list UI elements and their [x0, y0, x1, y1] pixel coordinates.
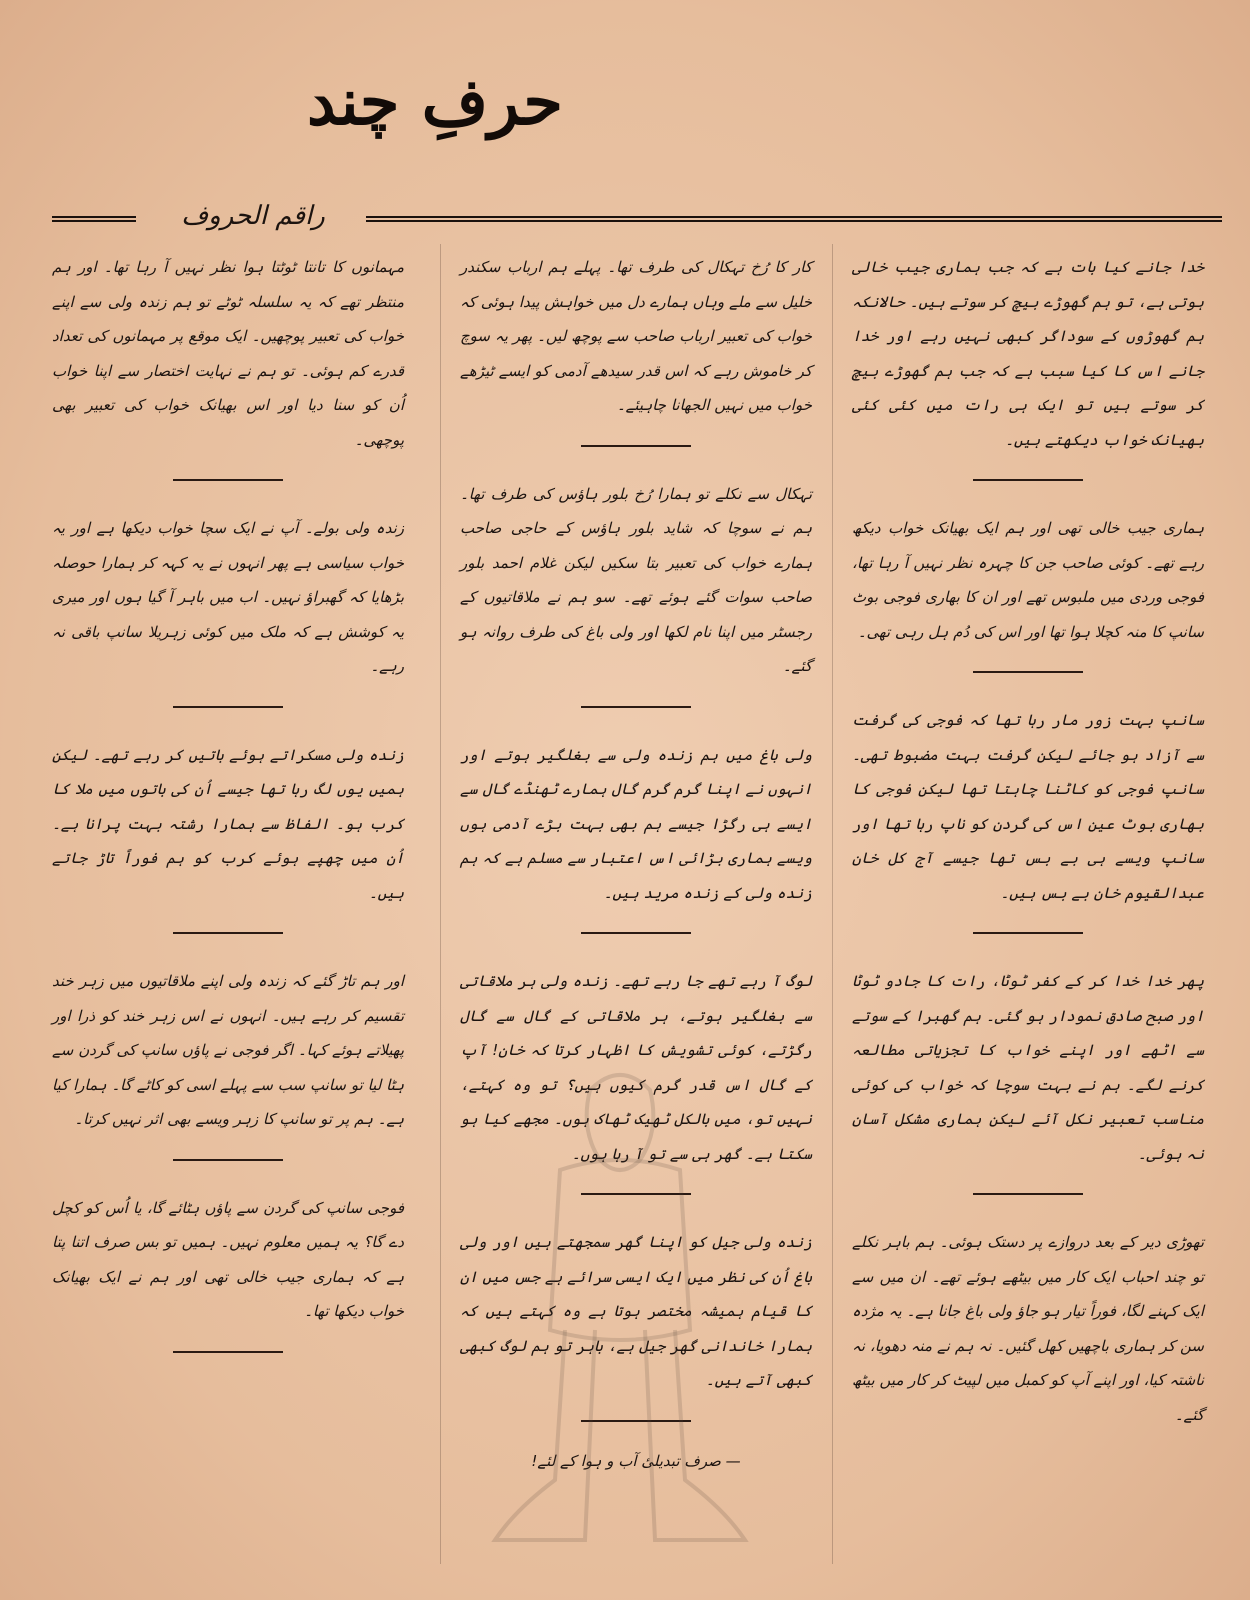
byline-rule-left: [52, 216, 136, 222]
column-divider-left: [440, 244, 441, 1564]
section-separator: [581, 706, 691, 708]
column-divider-right: [832, 244, 833, 1564]
section-separator: [973, 932, 1083, 934]
paragraph: مہمانوں کا تانتا ٹوٹتا ہوا نظر نہیں آ رہا تھا۔ اور ہم منتظر تھے کہ یہ سلسلہ ٹوٹے تو ہم زندہ ولی سے اپنے خواب کی تعبیر پوچھیں۔ ایک موقع پر مہمانوں کی تعداد قدرے کم ہوئی۔ تو ہم نے نہایت اختصار سے اپنا خواب اُن کو سنا دیا اور اس بھیانک خواب کی تعبیر بھی پوچھی۔: [52, 258, 404, 449]
author-byline: راقم الحروف: [181, 201, 325, 231]
section-separator: [173, 706, 283, 708]
paragraph: تہکال سے نکلے تو ہمارا رُخ بلور ہاؤس کی طرف تھا۔ ہم نے سوچا کہ شاید بلور ہاؤس کے حاجی صاحب ہمارے خواب کی تعبیر بتا سکیں لیکن غلام احمد بلور صاحب سوات گئے ہوئے تھے۔ سو ہم نے ملاقاتیوں کے رجسٹر میں اپنا نام لکھا اور ولی باغ کی طرف روانہ ہو گئے۔: [460, 484, 812, 675]
paragraph: فوجی سانپ کی گردن سے پاؤں ہٹائے گا، یا اُس کو کچل دے گا؟ یہ ہمیں معلوم نہیں۔ ہمیں تو بس صرف اتنا پتا ہے کہ ہماری جیب خالی تھی اور ہم نے ایک بھیانک خواب دیکھا تھا۔: [52, 1198, 404, 1320]
section-separator: [581, 445, 691, 447]
paragraph: زندہ ولی مسکراتے ہوئے باتیں کر رہے تھے۔ لیکن ہمیں یوں لگ رہا تھا جیسے اُن کی باتوں میں ملا کا کرب ہو۔ الفاظ سے ہمارا رشتہ بہت پرانا ہے۔ اُن میں چھپے ہوئے کرب کو ہم فوراً تاڑ جاتے ہیں۔: [52, 745, 404, 902]
section-separator: [173, 479, 283, 481]
section-separator: [173, 1159, 283, 1161]
section-separator: [973, 671, 1083, 673]
byline-row: [52, 196, 1222, 236]
paragraph: ولی باغ میں ہم زندہ ولی سے بغلگیر ہوتے اور انہوں نے اپنا گرم گرم گال ہمارے ٹھنڈے گال سے ایسے ہی رگڑا جیسے ہم بھی بہت بڑے آدمی ہوں ویسے ہماری بڑائی اس اعتبار سے مسلم ہے کہ ہم زندہ ولی کے زندہ مرید ہیں۔: [460, 745, 812, 902]
column-left: [48, 244, 408, 1584]
paragraph: ہماری جیب خالی تھی اور ہم ایک بھیانک خواب دیکھ رہے تھے۔ کوئی صاحب جن کا چہرہ نظر نہیں آ رہا تھا، فوجی وردی میں ملبوس تھے اور ان کا بھاری فوجی بوٹ سانپ کا منہ کچلا ہوا تھا اور اس کی دُم ہل رہی تھی۔: [852, 519, 1204, 641]
column-right: [848, 244, 1208, 1584]
section-separator: [581, 1420, 691, 1422]
paragraph: خدا جانے کیا بات ہے کہ جب ہماری جیب خالی ہوتی ہے، تو ہم گھوڑے بیچ کر سوتے ہیں۔ حالانکہ ہم گھوڑوں کے سوداگر کبھی نہیں رہے اور خدا جانے اس کا کیا سبب ہے کہ جب ہم گھوڑے بیچ کر سوتے ہیں تو ایک ہی رات میں کئی کئی بھیانک خواب دیکھتے ہیں۔: [852, 258, 1204, 449]
paragraph: لوگ آ رہے تھے جا رہے تھے۔ زندہ ولی ہر ملاقاتی سے بغلگیر ہوتے، ہر ملاقاتی کے گال سے گال رگڑتے، کوئی تشویش کا اظہار کرتا کہ خان! آپ کے گال اس قدر گرم کیوں ہیں؟ تو وہ کہتے، نہیں تو، میں بالکل ٹھیک ٹھاک ہوں۔ مجھے کیا ہو سکتا ہے۔ گھر ہی سے تو آ رہا ہوں۔: [460, 972, 812, 1163]
closing-line: — صرف تبدیلیٔ آب و ہوا کے لئے!: [531, 1451, 741, 1470]
section-separator: [173, 932, 283, 934]
byline-rule-right: [366, 216, 1222, 222]
paragraph: زندہ ولی بولے۔ آپ نے ایک سچا خواب دیکھا ہے اور یہ خواب سیاسی ہے پھر انہوں نے یہ کہہ کر ہمارا حوصلہ بڑھایا کہ گھبراؤ نہیں۔ اب میں باہر آ گیا ہوں اور میری یہ کوشش ہے کہ ملک میں کوئی زہریلا سانپ باقی نہ رہے۔: [52, 519, 404, 675]
paragraph: سانپ بہت زور مار رہا تھا کہ فوجی کی گرفت سے آزاد ہو جائے لیکن گرفت بہت مضبوط تھی۔ سانپ فوجی کو کاٹنا چاہتا تھا لیکن فوجی کا بھاری بوٹ عین اس کی گردن کو ناپ رہا تھا اور سانپ ویسے ہی بے بس تھا جیسے آج کل خان عبدالقیوم خان بے بس ہیں۔: [852, 711, 1204, 902]
page-title: حرفِ چند: [307, 65, 563, 140]
paragraph: پھر خدا خدا کر کے کفر ٹوٹا، رات کا جادو ٹوٹا اور صبح صادق نمودار ہو گئی۔ ہم گھبرا کے سوتے سے اٹھے اور اپنے خواب کا تجزیاتی مطالعہ کرنے لگے۔ ہم نے بہت سوچا کہ خواب کی کوئی مناسب تعبیر نکل آئے لیکن ہماری مشکل آسان نہ ہوئی۔: [852, 972, 1204, 1163]
paragraph: زندہ ولی جیل کو اپنا گھر سمجھتے ہیں اور ولی باغ اُن کی نظر میں ایک ایسی سرائے ہے جس میں ان کا قیام ہمیشہ مختصر ہوتا ہے وہ کہتے ہیں کہ ہمارا خاندانی گھر جیل ہے، باہر تو ہم لوگ کبھی کبھی آتے ہیں۔: [460, 1233, 812, 1389]
paragraph: کار کا رُخ تہکال کی طرف تھا۔ پہلے ہم ارباب سکندر خلیل سے ملے وہاں ہمارے دل میں خواہش پیدا ہوئی کہ خواب کی تعبیر ارباب صاحب سے پوچھ لیں۔ پھر یہ سوچ کر خاموش رہے کہ اس قدر سیدھے آدمی کو ایسے ٹیڑھے خواب میں نہیں الجھانا چاہیئے۔: [460, 258, 812, 414]
section-separator: [973, 1193, 1083, 1195]
column-middle: [456, 244, 816, 1584]
section-separator: [581, 932, 691, 934]
section-separator: [973, 479, 1083, 481]
paragraph: اور ہم تاڑ گئے کہ زندہ ولی اپنے ملاقاتیوں میں زہر خند تقسیم کر رہے ہیں۔ انہوں نے اس زہر خند کو ذرا اور پھیلاتے ہوئے کہا۔ اگر فوجی نے پاؤں سانپ کی گردن سے ہٹا لیا تو سانپ سب سے پہلے اسی کو کاٹے گا۔ ہمارا کیا ہے۔ ہم پر تو سانپ کا زہر ویسے بھی اثر نہیں کرتا۔: [52, 972, 404, 1128]
section-separator: [173, 1351, 283, 1353]
paragraph: تھوڑی دیر کے بعد دروازے پر دستک ہوئی۔ ہم باہر نکلے تو چند احباب ایک کار میں بیٹھے ہوئے تھے۔ ان میں سے ایک کہنے لگا، فوراً تیار ہو جاؤ ولی باغ جانا ہے۔ یہ مژدہ سن کر ہماری باچھیں کھل گئیں۔ نہ ہم نے منہ دھویا، نہ ناشتہ کیا، اور اپنے آپ کو کمبل میں لپیٹ کر کار میں بیٹھ گئے۔: [852, 1233, 1204, 1424]
section-separator: [581, 1193, 691, 1195]
